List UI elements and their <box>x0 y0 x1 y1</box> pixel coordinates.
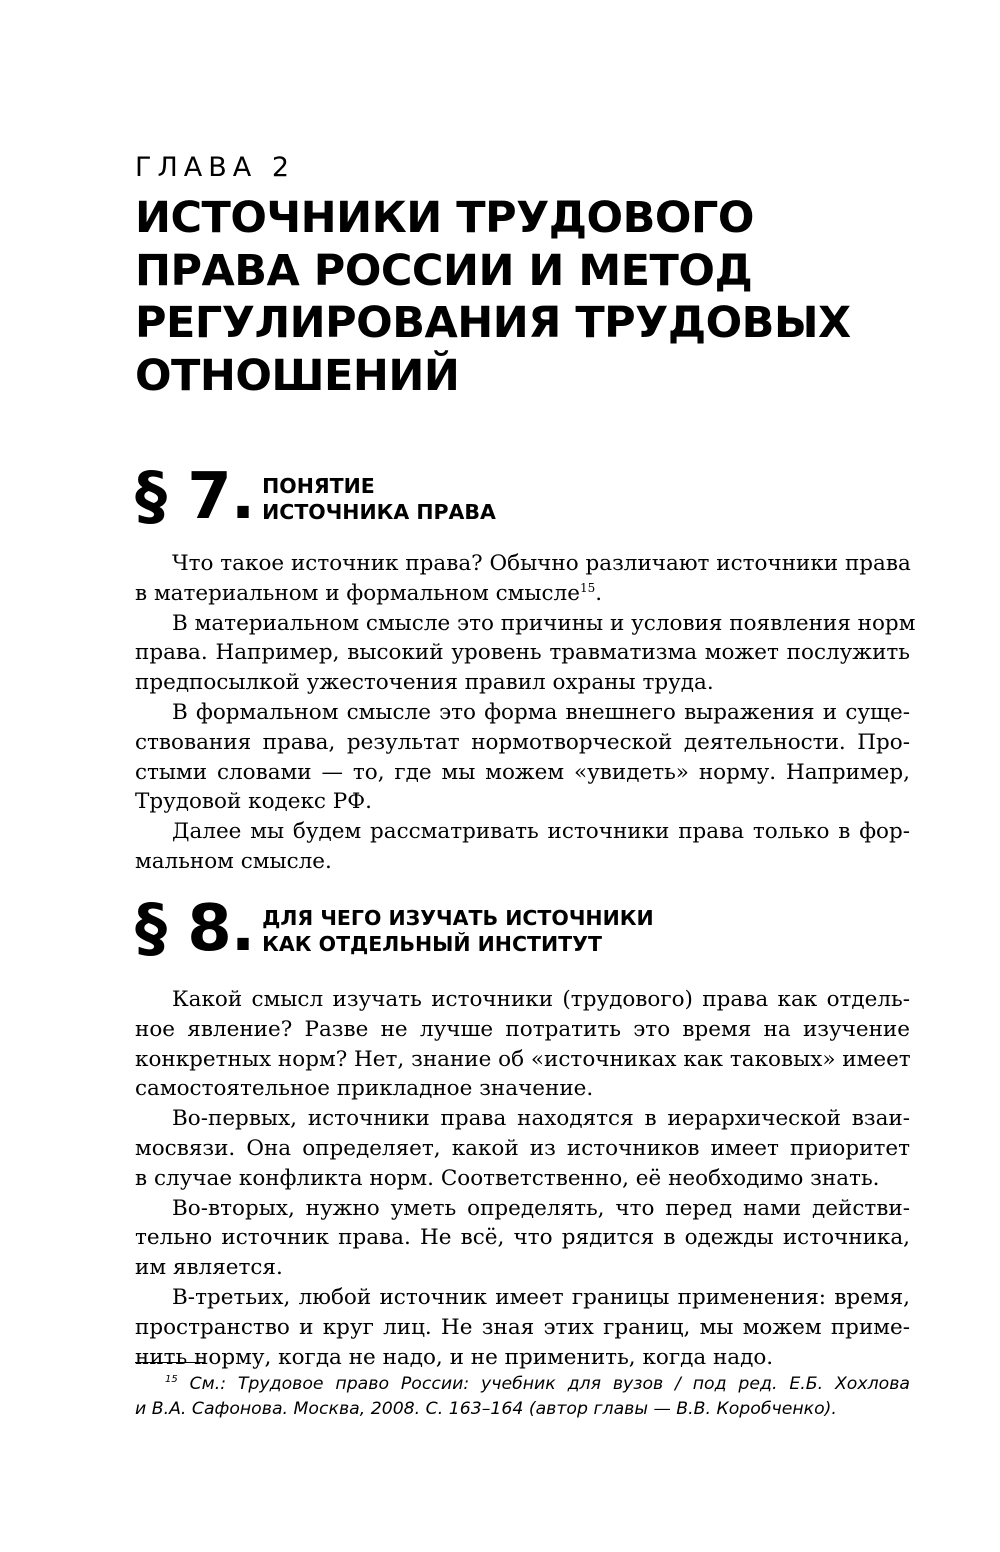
section-8-body <box>135 985 910 1372</box>
section-7-heading <box>135 460 496 534</box>
section-8-title-line: ДЛЯ ЧЕГО ИЗУЧАТЬ ИСТОЧНИКИ <box>262 906 654 930</box>
section-7-title-line: ПОНЯТИЕ <box>262 474 375 498</box>
text-line: конкретных норм? Нет, знание об «источниках как таковых» имеет <box>135 1046 911 1072</box>
section-7-body <box>135 549 916 877</box>
text-line: тельно источник права. Не всё, что рядится в одежды источника, <box>135 1225 910 1251</box>
chapter-title-line: ИСТОЧНИКИ ТРУДОВОГО <box>135 193 754 243</box>
text-line: самостоятельное прикладное значение. <box>135 1076 594 1102</box>
footnote-ref[interactable]: 15 <box>579 580 596 595</box>
footnote-line: и В.А. Сафонова. Москва, 2008. С. 163–164 (автор главы — В.В. Коробченко). <box>135 1398 837 1419</box>
text-line: Что такое источник права? Обычно различают источники права <box>172 551 911 576</box>
text-line: стыми словами — то, где мы можем «увидеть» норму. Например, <box>135 759 910 785</box>
section-7-title <box>262 473 496 525</box>
chapter-title <box>135 192 910 402</box>
chapter-title-line: РЕГУЛИРОВАНИЯ ТРУДОВЫХ <box>135 298 851 348</box>
chapter-title-line: ПРАВА РОССИИ И МЕТОД <box>135 245 753 296</box>
chapter-title-line: ОТНОШЕНИЙ <box>135 350 460 401</box>
section-8-title <box>262 905 654 957</box>
section-8-title-line: КАК ОТДЕЛЬНЫЙ ИНСТИТУТ <box>262 932 602 956</box>
section-8-number: § 8. <box>135 892 255 966</box>
section-7-title-line: ИСТОЧНИКА ПРАВА <box>262 500 496 524</box>
text-line: предпосылкой ужесточения правил охраны труда. <box>135 670 714 696</box>
chapter-label: ГЛАВА 2 <box>135 152 295 183</box>
text-fragment: . <box>595 580 603 606</box>
section-7-number: § 7. <box>135 460 255 534</box>
text-line <box>135 579 910 609</box>
text-line: Далее мы будем рассматривать источники права только в фор- <box>172 819 910 845</box>
text-line: В формальном смысле это форма внешнего выражения и суще- <box>172 699 910 725</box>
footnote-marker: 15 <box>165 1374 178 1386</box>
footnote-divider <box>135 1362 205 1363</box>
text-line: Какой смысл изучать источники (трудового) права как отдель- <box>172 987 910 1012</box>
text-line: Во-вторых, нужно уметь определять, что перед нами действи- <box>172 1195 910 1221</box>
text-line: ное явление? Разве не лучше потратить это время на изучение <box>135 1016 910 1042</box>
text-line: в случае конфликта норм. Соответственно, её необходимо знать. <box>135 1165 880 1191</box>
text-line: Во-первых, источники права находятся в иерархической взаи- <box>172 1106 910 1132</box>
footnote <box>135 1372 910 1421</box>
text-line: ствования права, результат нормотворческой деятельности. Про- <box>135 729 910 755</box>
text-line: В материальном смысле это причины и условия появления норм <box>172 610 916 636</box>
text-fragment: в материальном и формальном смысле <box>135 580 580 606</box>
text-line: нить норму, когда не надо, и не применить, когда надо. <box>135 1344 774 1370</box>
section-8-heading <box>135 892 654 966</box>
text-line: мосвязи. Она определяет, какой из источников имеет приоритет <box>135 1135 910 1161</box>
text-line: Трудовой кодекс РФ. <box>135 789 372 815</box>
text-line: права. Например, высокий уровень травматизма может послужить <box>135 640 910 666</box>
text-line: В-третьих, любой источник имеет границы применения: время, <box>172 1284 910 1310</box>
footnote-line <box>135 1372 910 1397</box>
text-line: мальном смысле. <box>135 848 332 874</box>
text-line: пространство и круг лиц. Не зная этих границ, мы можем приме- <box>135 1314 910 1340</box>
text-line: им является. <box>135 1255 283 1281</box>
footnote-text: См.: Трудовое право России: учебник для вузов / под ред. Е.Б. Хохлова <box>177 1374 910 1394</box>
